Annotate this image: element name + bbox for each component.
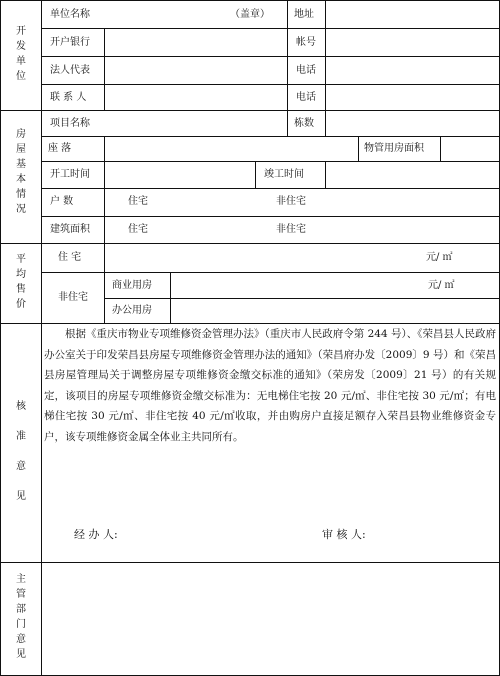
rule — [42, 28, 500, 29]
rule — [358, 136, 359, 161]
rule — [325, 0, 326, 136]
rule — [0, 110, 500, 111]
price-unit: 元/ ㎡ — [428, 280, 455, 291]
price-unit: 元/ ㎡ — [426, 252, 453, 263]
rule — [104, 28, 105, 110]
rule — [0, 0, 500, 1]
section-house-info: 房屋基本情况 — [16, 129, 26, 215]
reviewer-label: 审 核 人: — [322, 528, 366, 541]
section-review: 核准意见 — [16, 401, 26, 502]
rule — [0, 0, 1, 676]
rule — [42, 84, 500, 85]
rule — [42, 188, 500, 189]
legal-rep-label: 法人代表 — [50, 65, 90, 76]
section-developer: 开发单位 — [16, 26, 26, 82]
rule — [0, 562, 500, 563]
review-paragraph — [44, 324, 496, 447]
rule — [42, 56, 500, 57]
rule — [104, 243, 105, 323]
rule — [104, 298, 500, 299]
section-avg-price: 平均售价 — [16, 254, 26, 310]
residential-price-label: 住 宅 — [58, 252, 82, 263]
account-label: 帐号 — [296, 37, 316, 48]
office-label: 办公用房 — [112, 305, 152, 316]
project-name-label: 项目名称 — [50, 118, 90, 129]
building-area-label: 建筑面积 — [50, 224, 90, 235]
section-authority: 主管部门意见 — [16, 574, 26, 660]
households-label: 户 数 — [50, 196, 74, 207]
rule — [104, 161, 105, 188]
address-label: 地址 — [294, 9, 314, 20]
rule — [41, 0, 42, 676]
start-time-label: 开工时间 — [50, 169, 90, 180]
residential-label: 住宅 — [128, 196, 148, 207]
rule — [42, 272, 500, 273]
rule — [440, 136, 441, 161]
rule — [325, 161, 326, 188]
non-residential-label: 非住宅 — [276, 196, 306, 207]
residential-label: 住宅 — [128, 224, 148, 235]
review-text: 根据《重庆市物业专项维修资金管理办法》（重庆市人民政府令第 244 号）、《荣昌县人民政府办公室关于印发荣昌县房屋专项维修资金管理办法的通知》（荣昌府办发〔2009〕9 号）和《荣昌县房屋管理局关于调整房屋专项维修资金缴交标准的通知》（荣房发〔2009〕21 号）的有关规定，该项目的房屋专项维修资金缴交标准为：无电梯住宅按 20 元/㎡、非住宅按 30 元/㎡；有电梯住宅按 30 元/㎡、非住宅按 40 元/㎡收取，并由购房户直接足额存入荣昌县物业维修资金专户，该专项维修资金属全体业主共同所有。 — [44, 328, 496, 443]
handler-label: 经 办 人: — [74, 528, 118, 541]
contact-label: 联 系 人 — [50, 92, 87, 103]
property-area-label: 物管用房面积 — [364, 143, 424, 154]
bank-label: 开户银行 — [50, 37, 90, 48]
rule — [42, 161, 500, 162]
non-residential-price-label: 非住宅 — [58, 292, 88, 303]
rule — [42, 216, 500, 217]
rule — [255, 161, 256, 188]
rule — [170, 272, 171, 323]
seal-label: （盖章） — [230, 9, 270, 20]
buildings-label: 栋数 — [294, 118, 314, 129]
rule — [0, 243, 500, 244]
location-label: 座 落 — [48, 143, 72, 154]
phone-label: 电话 — [296, 92, 316, 103]
rule — [104, 188, 105, 243]
non-residential-label: 非住宅 — [276, 224, 306, 235]
rule — [287, 0, 288, 136]
phone-label: 电话 — [296, 65, 316, 76]
rule — [104, 136, 105, 161]
completion-time-label: 竣工时间 — [264, 169, 304, 180]
commercial-label: 商业用房 — [112, 280, 152, 291]
unit-name-label: 单位名称 — [50, 9, 90, 20]
rule — [42, 136, 500, 137]
